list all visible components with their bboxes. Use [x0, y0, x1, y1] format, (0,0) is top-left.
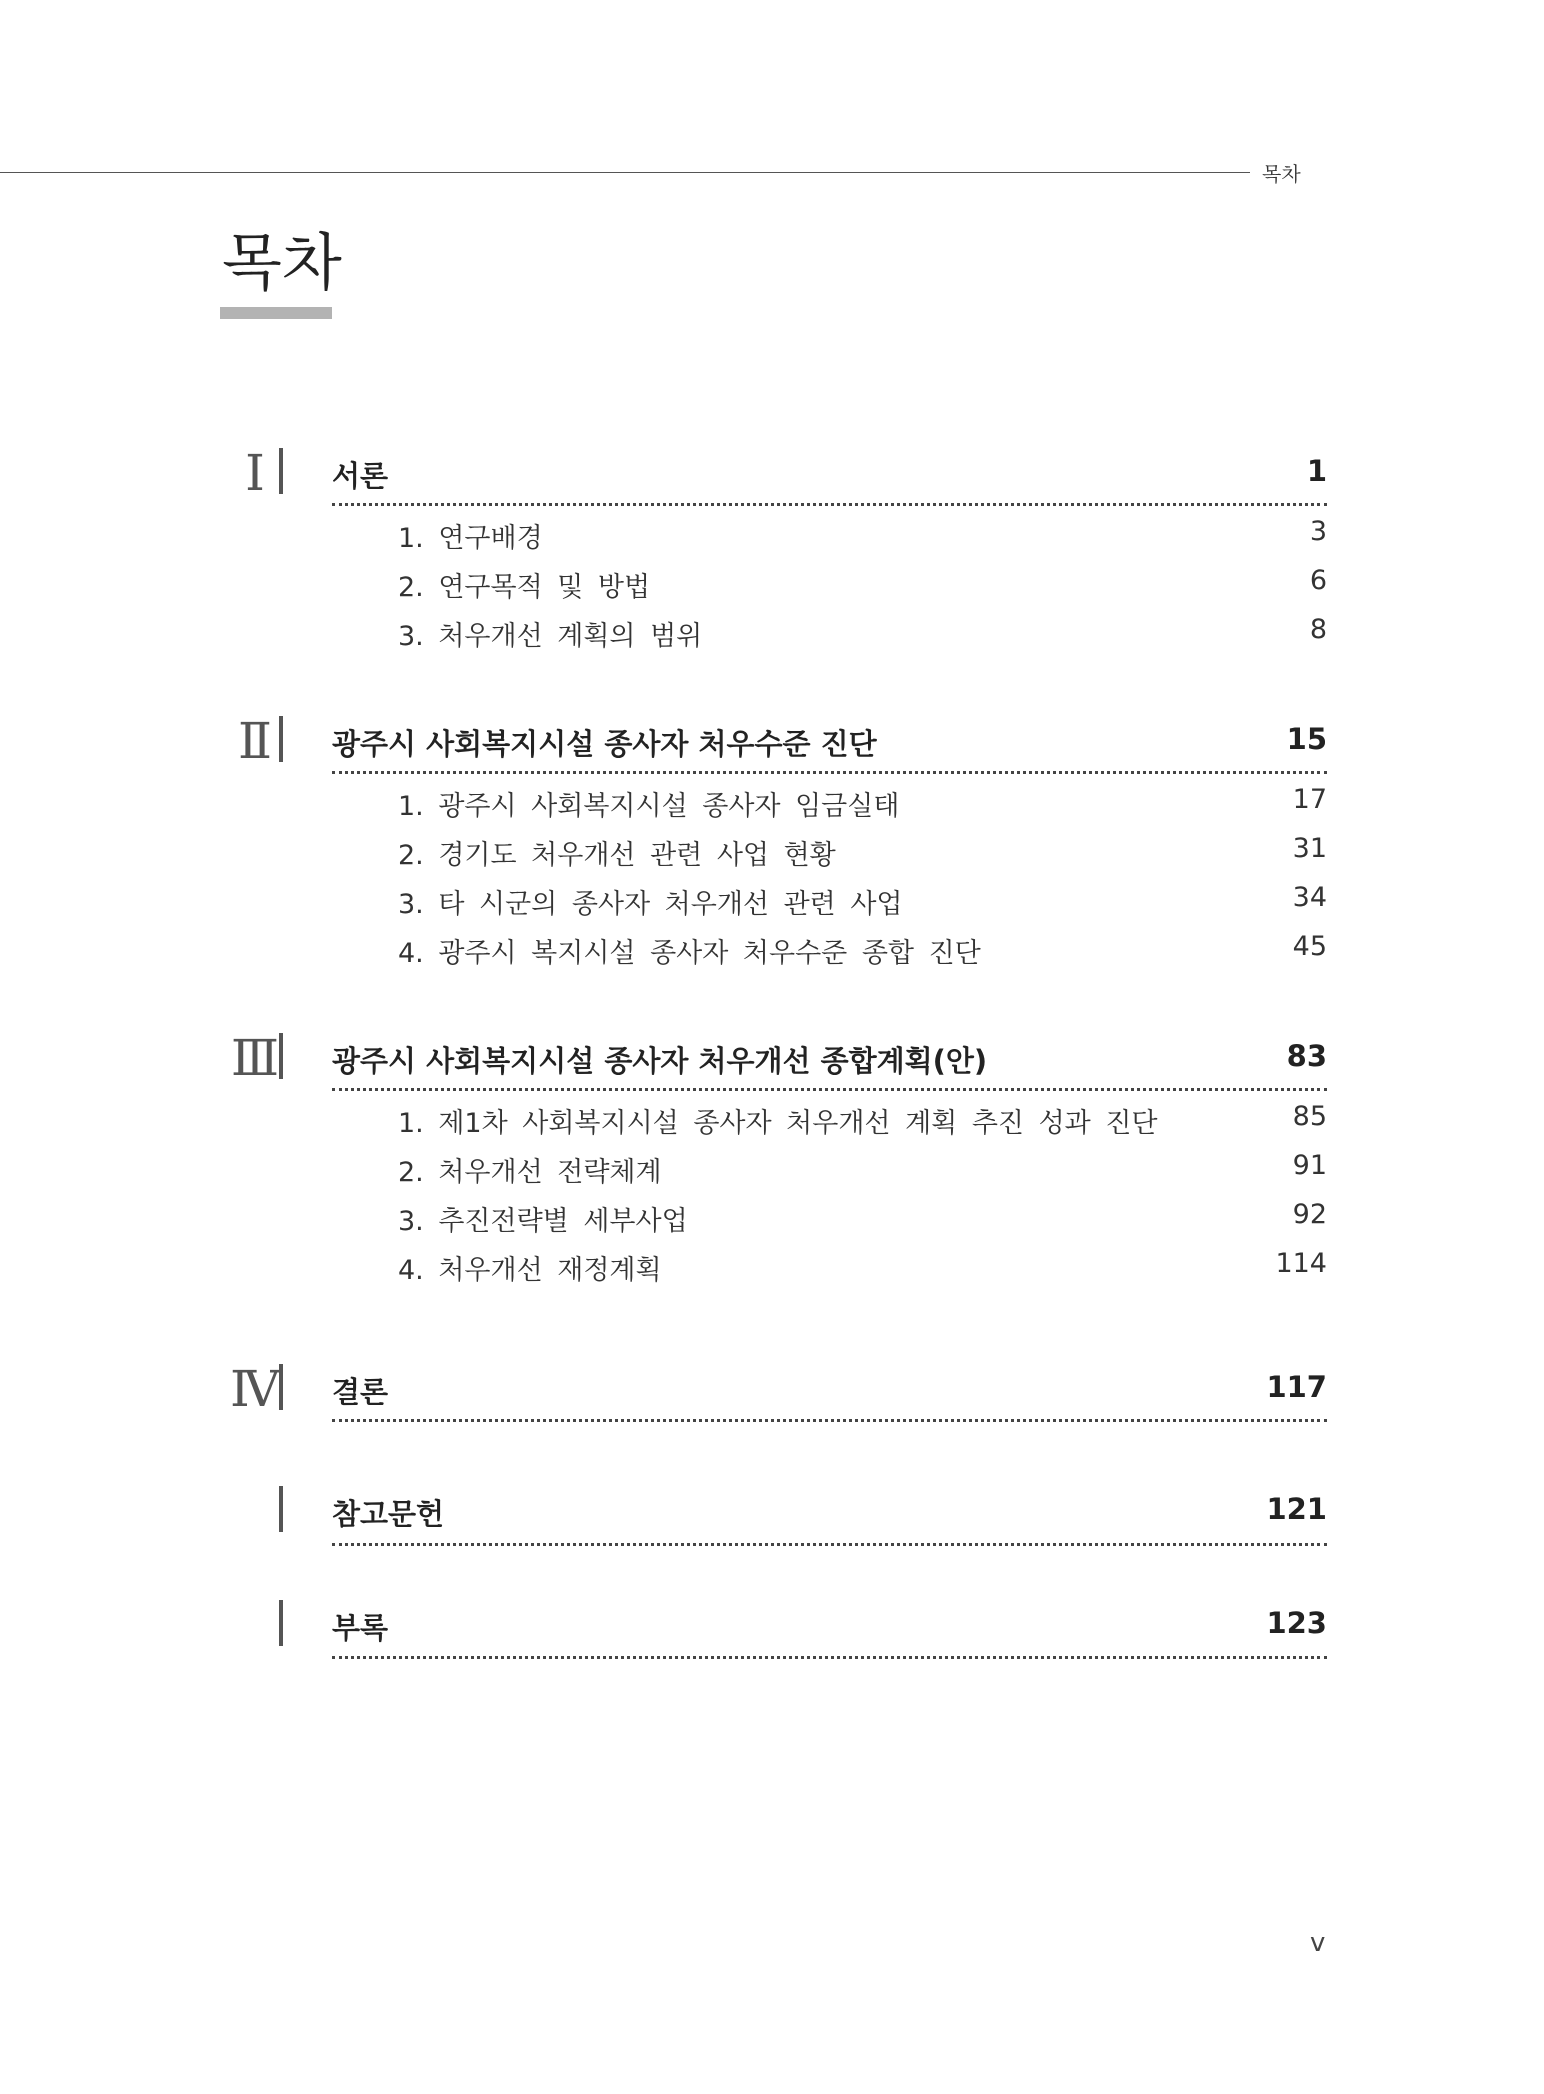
toc-item[interactable] [0, 1248, 1544, 1288]
toc-item-label: 1. 연구배경 [398, 523, 543, 554]
toc-item[interactable] [0, 833, 1544, 873]
chapter-numeral: Ⅰ [245, 444, 261, 502]
toc-item-page: 8 [1309, 614, 1327, 645]
chapter-page-number[interactable]: 1 [1306, 454, 1327, 488]
chapter-title[interactable]: 참고문헌 [332, 1497, 445, 1531]
toc-item-page: 6 [1309, 565, 1327, 596]
chapter-page-number[interactable]: 123 [1266, 1606, 1327, 1640]
toc-item-label: 3. 처우개선 계획의 범위 [398, 621, 703, 652]
chapter-numeral: Ⅲ [230, 1029, 276, 1087]
toc-item[interactable] [0, 784, 1544, 824]
toc-item[interactable] [0, 931, 1544, 971]
chapter-dotted-rule [332, 503, 1327, 506]
chapter-dotted-rule [332, 1419, 1327, 1422]
chapter-dotted-rule [332, 1656, 1327, 1659]
toc-item-label: 3. 추진전략별 세부사업 [398, 1206, 688, 1237]
chapter-divider-bar [279, 448, 283, 494]
chapter-dotted-rule [332, 771, 1327, 774]
chapter-divider-bar [279, 1486, 283, 1532]
toc-item[interactable] [0, 1150, 1544, 1190]
chapter-numeral: Ⅳ [230, 1360, 276, 1418]
toc-item-page: 34 [1292, 882, 1327, 913]
chapter-title[interactable]: 광주시 사회복지시설 종사자 처우수준 진단 [332, 727, 877, 761]
toc-item-label: 4. 광주시 복지시설 종사자 처우수준 종합 진단 [398, 938, 981, 969]
toc-item-label: 2. 처우개선 전략체계 [398, 1157, 662, 1188]
chapter-divider-bar [279, 1364, 283, 1410]
toc-item[interactable] [0, 565, 1544, 605]
chapter-title[interactable]: 광주시 사회복지시설 종사자 처우개선 종합계획(안) [332, 1044, 988, 1078]
chapter-divider-bar [279, 716, 283, 762]
chapter-page-number[interactable]: 83 [1286, 1039, 1327, 1073]
chapter-page-number[interactable]: 121 [1266, 1492, 1327, 1526]
chapter-page-number[interactable]: 15 [1286, 722, 1327, 756]
chapter-title[interactable]: 서론 [332, 459, 389, 493]
toc-item-page: 114 [1275, 1248, 1327, 1279]
toc-item-page: 3 [1309, 516, 1327, 547]
toc-item[interactable] [0, 516, 1544, 556]
toc-item-label: 2. 경기도 처우개선 관련 사업 현황 [398, 840, 836, 871]
toc-item-label: 2. 연구목적 및 방법 [398, 572, 651, 603]
toc-item-page: 17 [1292, 784, 1327, 815]
toc-item-label: 1. 제1차 사회복지시설 종사자 처우개선 계획 추진 성과 진단 [398, 1108, 1158, 1139]
page-title: 목차 [222, 226, 342, 299]
title-underline-bar [220, 307, 332, 319]
chapter-divider-bar [279, 1033, 283, 1079]
toc-item-label: 3. 타 시군의 종사자 처우개선 관련 사업 [398, 889, 903, 920]
toc-item[interactable] [0, 1101, 1544, 1141]
toc-item-page: 31 [1292, 833, 1327, 864]
header-section-label: 목차 [1262, 162, 1301, 186]
chapter-title[interactable]: 결론 [332, 1375, 389, 1409]
toc-item-page: 85 [1292, 1101, 1327, 1132]
toc-item[interactable] [0, 1199, 1544, 1239]
footer-page-number: v [1310, 1928, 1326, 1958]
chapter-numeral: Ⅱ [238, 712, 268, 770]
chapter-page-number[interactable]: 117 [1266, 1370, 1327, 1404]
header-rule [0, 172, 1250, 173]
toc-item-page: 91 [1292, 1150, 1327, 1181]
toc-item-page: 45 [1292, 931, 1327, 962]
toc-item-label: 1. 광주시 사회복지시설 종사자 임금실태 [398, 791, 900, 822]
toc-item[interactable] [0, 882, 1544, 922]
chapter-dotted-rule [332, 1543, 1327, 1546]
toc-item-page: 92 [1292, 1199, 1327, 1230]
toc-item[interactable] [0, 614, 1544, 654]
chapter-title[interactable]: 부록 [332, 1611, 389, 1645]
chapter-divider-bar [279, 1600, 283, 1646]
toc-item-label: 4. 처우개선 재정계획 [398, 1255, 662, 1286]
chapter-dotted-rule [332, 1088, 1327, 1091]
